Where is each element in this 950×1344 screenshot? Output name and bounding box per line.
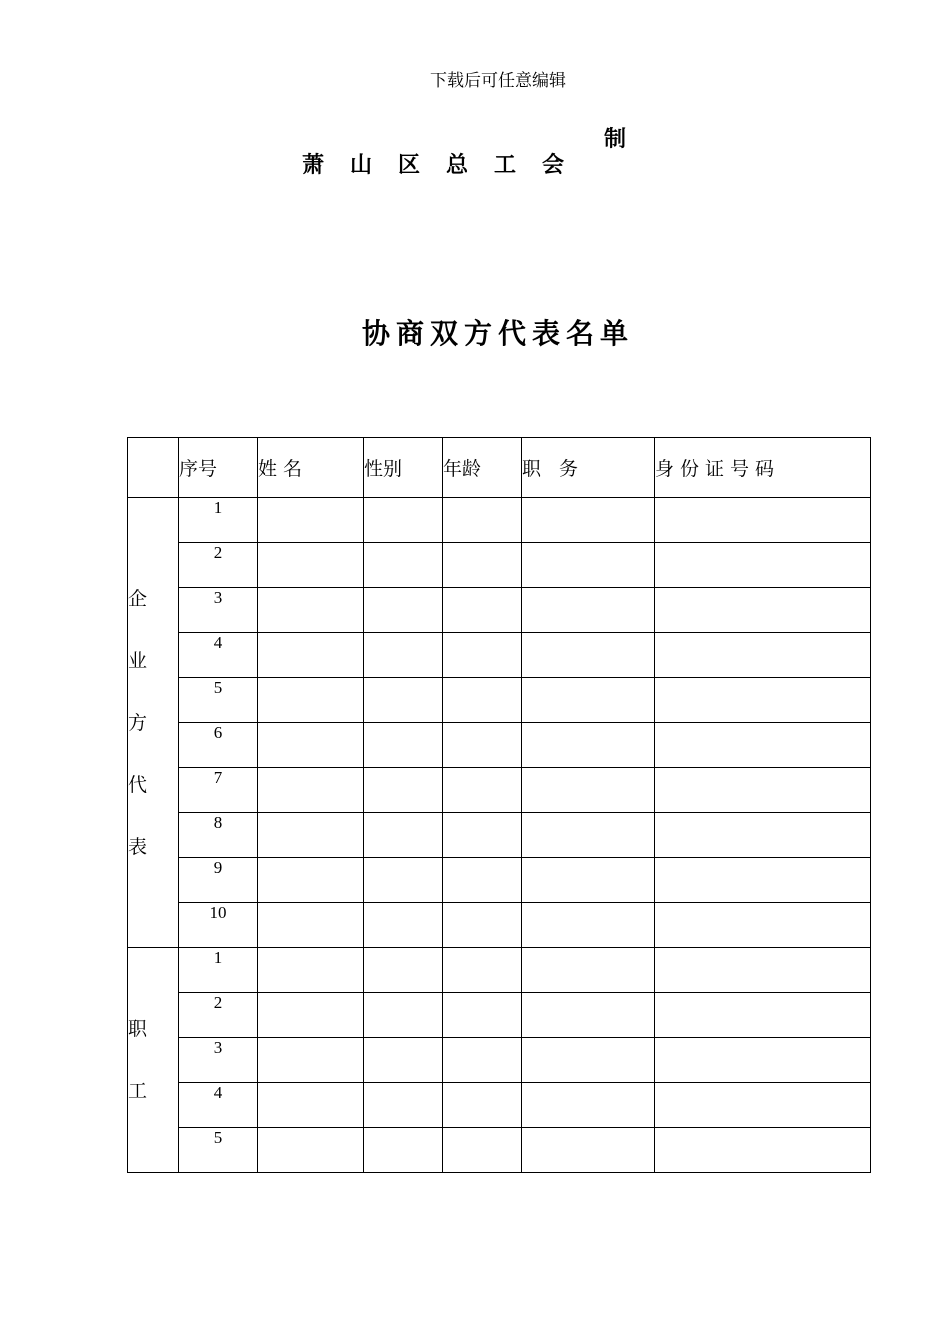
position-cell[interactable] bbox=[522, 498, 655, 543]
age-cell[interactable] bbox=[443, 948, 522, 993]
table-row bbox=[128, 948, 871, 993]
issuer-suffix: 制 bbox=[604, 127, 627, 152]
gender-cell[interactable] bbox=[364, 1083, 443, 1128]
table-row bbox=[128, 993, 871, 1038]
name-cell[interactable] bbox=[258, 498, 364, 543]
group-label-char: 职 bbox=[128, 1018, 148, 1040]
header-position: 职 务 bbox=[522, 438, 655, 498]
seq-number-cell: 9 bbox=[179, 858, 258, 903]
table-row bbox=[128, 903, 871, 948]
age-cell[interactable] bbox=[443, 1038, 522, 1083]
age-cell[interactable] bbox=[443, 543, 522, 588]
name-cell[interactable] bbox=[258, 1038, 364, 1083]
id-number-cell[interactable] bbox=[655, 858, 871, 903]
header-group bbox=[128, 438, 179, 498]
position-cell[interactable] bbox=[522, 1128, 655, 1173]
name-cell[interactable] bbox=[258, 543, 364, 588]
seq-number-cell: 2 bbox=[179, 993, 258, 1038]
position-cell[interactable] bbox=[522, 1083, 655, 1128]
age-cell[interactable] bbox=[443, 993, 522, 1038]
id-number-cell[interactable] bbox=[655, 723, 871, 768]
name-cell[interactable] bbox=[258, 993, 364, 1038]
group-label-cell bbox=[128, 498, 179, 948]
id-number-cell[interactable] bbox=[655, 993, 871, 1038]
gender-cell[interactable] bbox=[364, 1038, 443, 1083]
seq-number-cell: 10 bbox=[179, 903, 258, 948]
position-cell[interactable] bbox=[522, 858, 655, 903]
age-cell[interactable] bbox=[443, 498, 522, 543]
age-cell[interactable] bbox=[443, 813, 522, 858]
position-cell[interactable] bbox=[522, 678, 655, 723]
table-row bbox=[128, 723, 871, 768]
group-label-char: 表 bbox=[128, 835, 148, 858]
gender-cell[interactable] bbox=[364, 903, 443, 948]
group-label-cell bbox=[128, 948, 179, 1173]
id-number-cell[interactable] bbox=[655, 1128, 871, 1173]
table-row bbox=[128, 813, 871, 858]
table-row bbox=[128, 1128, 871, 1173]
gender-cell[interactable] bbox=[364, 993, 443, 1038]
id-number-cell[interactable] bbox=[655, 588, 871, 633]
age-cell[interactable] bbox=[443, 678, 522, 723]
position-cell[interactable] bbox=[522, 633, 655, 678]
group-label-char: 业 bbox=[128, 649, 148, 672]
position-cell[interactable] bbox=[522, 1038, 655, 1083]
name-cell[interactable] bbox=[258, 768, 364, 813]
gender-cell[interactable] bbox=[364, 543, 443, 588]
seq-number-cell: 1 bbox=[179, 498, 258, 543]
issuer-name: 萧山区总工会 bbox=[302, 153, 591, 178]
name-cell[interactable] bbox=[258, 723, 364, 768]
age-cell[interactable] bbox=[443, 633, 522, 678]
gender-cell[interactable] bbox=[364, 678, 443, 723]
table-row bbox=[128, 498, 871, 543]
id-number-cell[interactable] bbox=[655, 498, 871, 543]
header-age: 年龄 bbox=[443, 438, 522, 498]
seq-number-cell: 1 bbox=[179, 948, 258, 993]
name-cell[interactable] bbox=[258, 858, 364, 903]
position-cell[interactable] bbox=[522, 588, 655, 633]
group-label-char: 代 bbox=[128, 773, 148, 796]
seq-number-cell: 5 bbox=[179, 1128, 258, 1173]
position-cell[interactable] bbox=[522, 768, 655, 813]
position-cell[interactable] bbox=[522, 993, 655, 1038]
age-cell[interactable] bbox=[443, 1083, 522, 1128]
position-cell[interactable] bbox=[522, 903, 655, 948]
age-cell[interactable] bbox=[443, 858, 522, 903]
gender-cell[interactable] bbox=[364, 633, 443, 678]
name-cell[interactable] bbox=[258, 1083, 364, 1128]
seq-number-cell: 3 bbox=[179, 1038, 258, 1083]
position-cell[interactable] bbox=[522, 543, 655, 588]
id-number-cell[interactable] bbox=[655, 543, 871, 588]
gender-cell[interactable] bbox=[364, 588, 443, 633]
gender-cell[interactable] bbox=[364, 858, 443, 903]
seq-number-cell: 4 bbox=[179, 633, 258, 678]
gender-cell[interactable] bbox=[364, 768, 443, 813]
id-number-cell[interactable] bbox=[655, 903, 871, 948]
seq-number-cell: 5 bbox=[179, 678, 258, 723]
id-number-cell[interactable] bbox=[655, 633, 871, 678]
header-name: 姓 名 bbox=[258, 438, 364, 498]
table-row bbox=[128, 1083, 871, 1128]
header-note: 下载后可任意编辑 bbox=[430, 71, 566, 91]
seq-number-cell: 8 bbox=[179, 813, 258, 858]
position-cell[interactable] bbox=[522, 948, 655, 993]
age-cell[interactable] bbox=[443, 903, 522, 948]
id-number-cell[interactable] bbox=[655, 768, 871, 813]
header-seq: 序号 bbox=[179, 438, 258, 498]
id-number-cell[interactable] bbox=[655, 678, 871, 723]
seq-number-cell: 4 bbox=[179, 1083, 258, 1128]
table-row bbox=[128, 858, 871, 903]
name-cell[interactable] bbox=[258, 903, 364, 948]
gender-cell[interactable] bbox=[364, 723, 443, 768]
gender-cell[interactable] bbox=[364, 1128, 443, 1173]
table-row bbox=[128, 678, 871, 723]
seq-number-cell: 2 bbox=[179, 543, 258, 588]
name-cell[interactable] bbox=[258, 813, 364, 858]
table-row bbox=[128, 543, 871, 588]
name-cell[interactable] bbox=[258, 1128, 364, 1173]
table-row bbox=[128, 768, 871, 813]
table-header-row bbox=[128, 438, 871, 498]
document-title: 协商双方代表名单 bbox=[361, 317, 634, 350]
position-cell[interactable] bbox=[522, 723, 655, 768]
id-number-cell[interactable] bbox=[655, 813, 871, 858]
group-label-char: 企 bbox=[128, 587, 148, 610]
table-row bbox=[128, 588, 871, 633]
name-cell[interactable] bbox=[258, 588, 364, 633]
id-number-cell[interactable] bbox=[655, 1038, 871, 1083]
header-gender: 性别 bbox=[364, 438, 443, 498]
seq-number-cell: 6 bbox=[179, 723, 258, 768]
age-cell[interactable] bbox=[443, 588, 522, 633]
name-cell[interactable] bbox=[258, 633, 364, 678]
position-cell[interactable] bbox=[522, 813, 655, 858]
gender-cell[interactable] bbox=[364, 498, 443, 543]
age-cell[interactable] bbox=[443, 768, 522, 813]
seq-number-cell: 7 bbox=[179, 768, 258, 813]
age-cell[interactable] bbox=[443, 1128, 522, 1173]
table-row bbox=[128, 1038, 871, 1083]
name-cell[interactable] bbox=[258, 948, 364, 993]
group-label-char: 工 bbox=[128, 1080, 148, 1102]
id-number-cell[interactable] bbox=[655, 1083, 871, 1128]
gender-cell[interactable] bbox=[364, 948, 443, 993]
age-cell[interactable] bbox=[443, 723, 522, 768]
id-number-cell[interactable] bbox=[655, 948, 871, 993]
name-cell[interactable] bbox=[258, 678, 364, 723]
representatives-table bbox=[127, 437, 871, 1173]
header-id-number: 身份证号码 bbox=[655, 438, 871, 498]
seq-number-cell: 3 bbox=[179, 588, 258, 633]
group-label-char: 方 bbox=[128, 711, 148, 734]
gender-cell[interactable] bbox=[364, 813, 443, 858]
table-row bbox=[128, 633, 871, 678]
